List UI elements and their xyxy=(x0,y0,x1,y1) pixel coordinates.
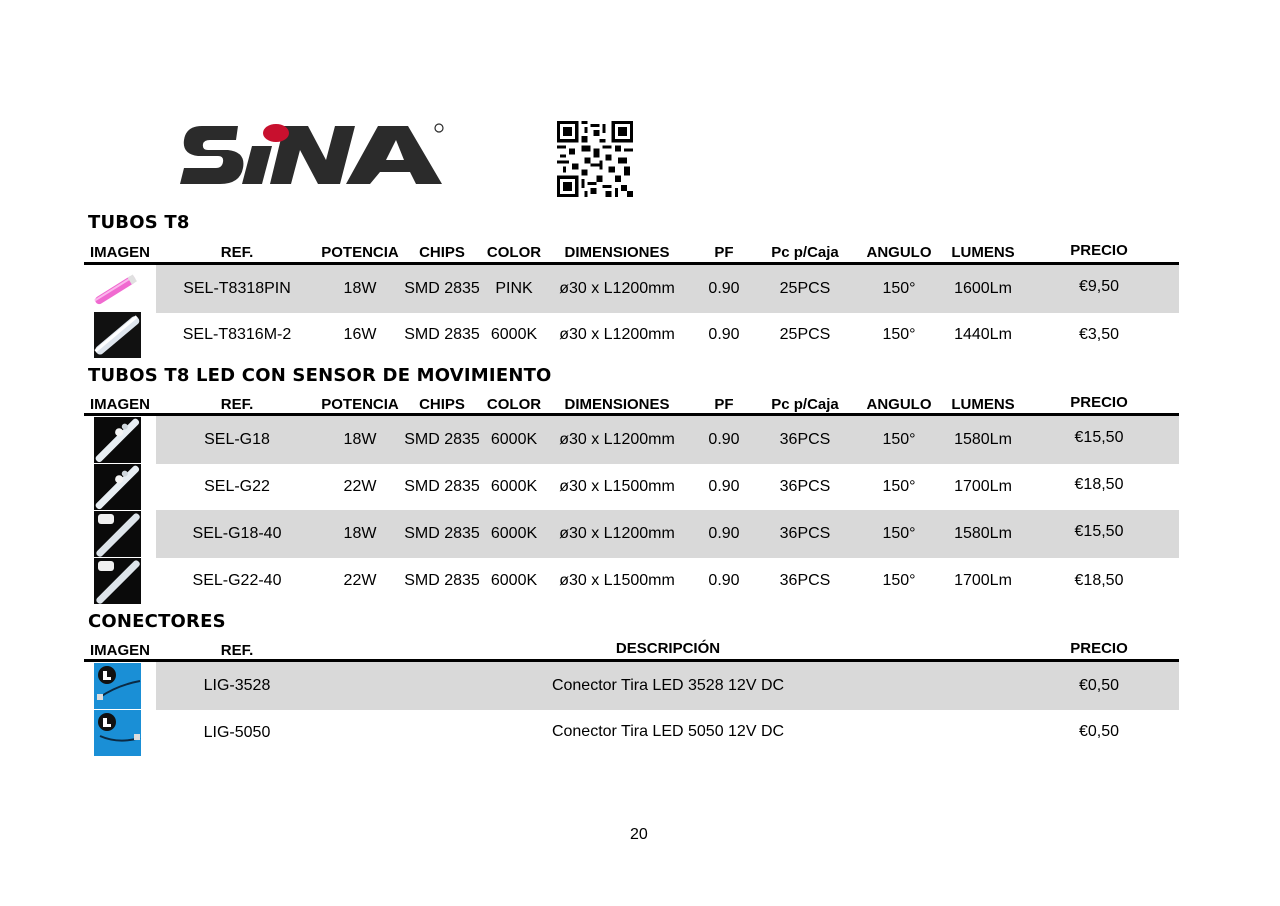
product-thumbnail-sensor-tube xyxy=(94,464,141,510)
header-precio: PRECIO xyxy=(1070,394,1128,411)
cell-pf: 0.90 xyxy=(708,280,740,297)
cell-color: 6000K xyxy=(490,525,538,542)
header-chips: CHIPS xyxy=(419,244,465,261)
cell-precio: €9,50 xyxy=(1078,278,1120,295)
cell-chips: SMD 2835 xyxy=(404,280,480,297)
cell-potencia: 22W xyxy=(343,478,377,495)
header-pf: PF xyxy=(714,244,734,261)
cell-dimensiones: ø30 x L1200mm xyxy=(559,525,675,542)
cell-ref: SEL-G18 xyxy=(204,431,270,448)
table-row xyxy=(84,557,1179,605)
cell-chips: SMD 2835 xyxy=(404,431,480,448)
cell-chips: SMD 2835 xyxy=(404,326,480,343)
cell-lumens: 1700Lm xyxy=(954,478,1012,495)
header-dimensiones: DIMENSIONES xyxy=(564,396,670,413)
cell-potencia: 18W xyxy=(343,280,377,297)
header-angulo: ANGULO xyxy=(866,396,932,413)
header-pc-caja: Pc p/Caja xyxy=(771,244,839,261)
cell-pf: 0.90 xyxy=(708,431,740,448)
header-potencia: POTENCIA xyxy=(321,396,399,413)
header-color: COLOR xyxy=(486,244,542,261)
cell-ref: SEL-G18-40 xyxy=(192,525,282,542)
cell-dimensiones: ø30 x L1200mm xyxy=(559,280,675,297)
cell-pc-caja: 36PCS xyxy=(779,431,831,448)
cell-pc-caja: 36PCS xyxy=(779,525,831,542)
header-dimensiones: DIMENSIONES xyxy=(564,244,670,261)
cell-pc-caja: 36PCS xyxy=(779,572,831,589)
product-thumbnail-sensor-tube-40 xyxy=(94,558,141,604)
cell-angulo: 150° xyxy=(882,525,916,542)
cell-descripcion: Conector Tira LED 5050 12V DC xyxy=(551,723,785,740)
cell-chips: SMD 2835 xyxy=(404,478,480,495)
header-ref: REF. xyxy=(220,396,254,413)
cell-color: PINK xyxy=(495,280,533,297)
cell-lumens: 1700Lm xyxy=(954,572,1012,589)
cell-precio: €3,50 xyxy=(1078,326,1120,343)
header-imagen: IMAGEN xyxy=(90,244,150,261)
cell-angulo: 150° xyxy=(882,478,916,495)
cell-color: 6000K xyxy=(490,478,538,495)
cell-precio: €18,50 xyxy=(1074,476,1124,493)
cell-chips: SMD 2835 xyxy=(404,572,480,589)
section-title-tubos-sensor: TUBOS T8 LED CON SENSOR DE MOVIMIENTO xyxy=(88,365,552,386)
cell-color: 6000K xyxy=(490,431,538,448)
cell-ref: SEL-G22 xyxy=(204,478,270,495)
header-ref: REF. xyxy=(220,244,254,261)
cell-precio: €0,50 xyxy=(1078,723,1120,740)
table-header-tubos-t8 xyxy=(84,242,1179,264)
cell-angulo: 150° xyxy=(882,572,916,589)
cell-pf: 0.90 xyxy=(708,478,740,495)
header-lumens: LUMENS xyxy=(951,244,1015,261)
table-row xyxy=(84,463,1179,511)
header-potencia: POTENCIA xyxy=(321,244,399,261)
table-row xyxy=(84,662,1179,710)
section-title-tubos-t8: TUBOS T8 xyxy=(88,212,190,233)
header-precio: PRECIO xyxy=(1070,242,1128,259)
cell-potencia: 22W xyxy=(343,572,377,589)
cell-ref: SEL-T8318PIN xyxy=(183,280,291,297)
cell-color: 6000K xyxy=(490,572,538,589)
cell-dimensiones: ø30 x L1200mm xyxy=(559,431,675,448)
cell-chips: SMD 2835 xyxy=(404,525,480,542)
header-pf: PF xyxy=(714,396,734,413)
header-color: COLOR xyxy=(486,396,542,413)
table-row xyxy=(84,416,1179,464)
sina-logo xyxy=(180,120,448,192)
section-title-conectores: CONECTORES xyxy=(88,611,226,632)
header-lumens: LUMENS xyxy=(951,396,1015,413)
product-thumbnail-pink-tube xyxy=(94,266,141,312)
connector-thumbnail xyxy=(94,710,141,756)
header-pc-caja: Pc p/Caja xyxy=(771,396,839,413)
cell-potencia: 16W xyxy=(343,326,377,343)
connector-thumbnail xyxy=(94,663,141,709)
cell-pf: 0.90 xyxy=(708,525,740,542)
cell-pf: 0.90 xyxy=(708,326,740,343)
product-thumbnail-white-tube xyxy=(94,312,141,358)
cell-potencia: 18W xyxy=(343,525,377,542)
table-row xyxy=(84,510,1179,558)
header-imagen: IMAGEN xyxy=(90,642,150,659)
header-chips: CHIPS xyxy=(419,396,465,413)
cell-pc-caja: 25PCS xyxy=(779,326,831,343)
header-angulo: ANGULO xyxy=(866,244,932,261)
cell-ref: LIG-3528 xyxy=(203,677,271,694)
cell-pc-caja: 25PCS xyxy=(779,280,831,297)
table-row xyxy=(84,311,1179,359)
header-descripcion: DESCRIPCIÓN xyxy=(615,640,721,657)
cell-angulo: 150° xyxy=(882,431,916,448)
cell-lumens: 1580Lm xyxy=(954,525,1012,542)
header-precio: PRECIO xyxy=(1070,640,1128,657)
table-row xyxy=(84,265,1179,313)
cell-ref: LIG-5050 xyxy=(203,724,271,741)
table-row xyxy=(84,709,1179,757)
cell-pf: 0.90 xyxy=(708,572,740,589)
cell-precio: €15,50 xyxy=(1074,429,1124,446)
cell-precio: €15,50 xyxy=(1074,523,1124,540)
cell-potencia: 18W xyxy=(343,431,377,448)
qr-code xyxy=(556,121,634,197)
cell-precio: €0,50 xyxy=(1078,677,1120,694)
cell-lumens: 1600Lm xyxy=(954,280,1012,297)
cell-lumens: 1440Lm xyxy=(954,326,1012,343)
cell-angulo: 150° xyxy=(882,280,916,297)
cell-precio: €18,50 xyxy=(1074,572,1124,589)
product-thumbnail-sensor-tube-40 xyxy=(94,511,141,557)
cell-dimensiones: ø30 x L1200mm xyxy=(559,326,675,343)
cell-descripcion: Conector Tira LED 3528 12V DC xyxy=(551,677,785,694)
header-ref: REF. xyxy=(220,642,254,659)
header-imagen: IMAGEN xyxy=(90,396,150,413)
cell-ref: SEL-T8316M-2 xyxy=(182,326,292,343)
cell-dimensiones: ø30 x L1500mm xyxy=(559,572,675,589)
product-thumbnail-sensor-tube xyxy=(94,417,141,463)
cell-angulo: 150° xyxy=(882,326,916,343)
cell-color: 6000K xyxy=(490,326,538,343)
cell-ref: SEL-G22-40 xyxy=(192,572,282,589)
cell-lumens: 1580Lm xyxy=(954,431,1012,448)
page-number: 20 xyxy=(630,826,648,843)
cell-dimensiones: ø30 x L1500mm xyxy=(559,478,675,495)
cell-pc-caja: 36PCS xyxy=(779,478,831,495)
